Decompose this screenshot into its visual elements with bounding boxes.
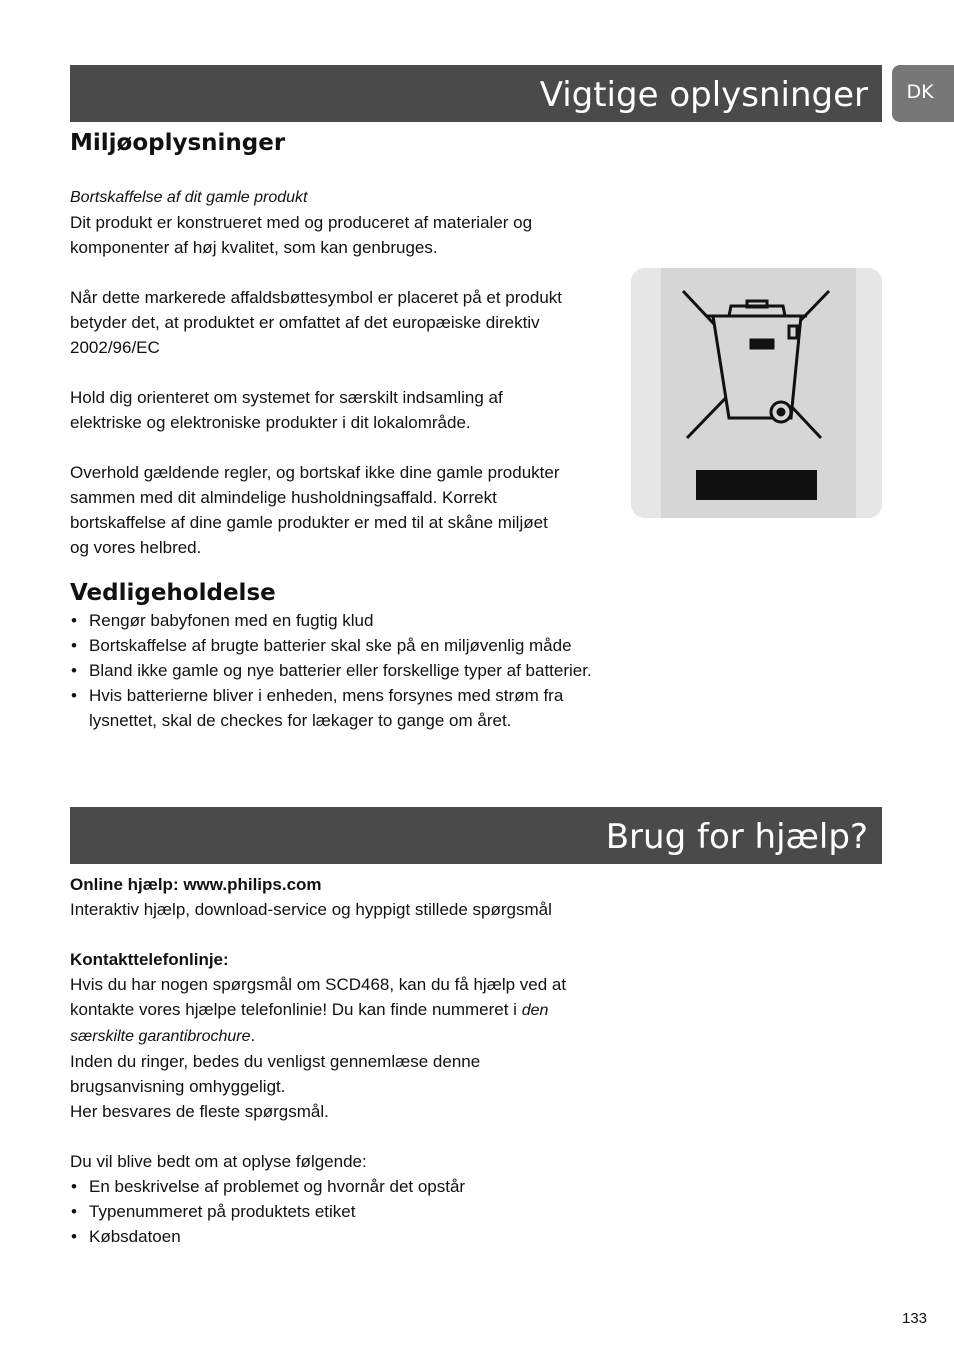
page-number: 133 bbox=[902, 1310, 928, 1327]
environment-paragraph: Hold dig orienteret om systemet for særskilt indsamling af elektriske og elektroniske produkter i dit lokalområde. bbox=[70, 388, 503, 432]
contact-text-main: Hvis du har nogen spørgsmål om SCD468, kan du få hjælp ved at kontakte vores hjælpe telefonlinie! Du kan finde nummeret i bbox=[70, 975, 567, 1019]
help-list bbox=[70, 1174, 610, 1249]
list-item: • Bland ikke gamle og nye batterier eller forskellige typer af batterier. bbox=[70, 658, 595, 683]
section-title-banner bbox=[70, 65, 882, 122]
list-item: • En beskrivelse af problemet og hvornår det opstår bbox=[70, 1174, 610, 1199]
crossed-out-wheelie-bin-icon bbox=[631, 268, 882, 518]
contact-text-end: . bbox=[250, 1026, 256, 1045]
online-help-label: Online hjælp: www.philips.com bbox=[70, 875, 322, 894]
environment-heading: Miljøoplysninger bbox=[70, 130, 286, 156]
help-section bbox=[70, 872, 610, 1249]
help-title: Brug for hjælp? bbox=[605, 817, 868, 857]
weee-symbol-panel bbox=[631, 268, 882, 518]
maintenance-heading: Vedligeholdelse bbox=[70, 580, 276, 606]
environment-paragraph: Når dette markerede affaldsbøttesymbol er placeret på et produkt betyder det, at produktet er omfattet af det europæiske direktiv 2002/96/EC bbox=[70, 288, 562, 357]
help-title-banner bbox=[70, 807, 882, 864]
list-item: • Typenummeret på produktets etiket bbox=[70, 1199, 610, 1224]
list-item: • Hvis batterierne bliver i enheden, mens forsynes med strøm fra lysnettet, skal de checkes for lækager to gange om året. bbox=[70, 683, 595, 733]
maintenance-list bbox=[70, 608, 595, 733]
contact-label: Kontakttelefonlinje: bbox=[70, 950, 229, 969]
online-help-text: Interaktiv hjælp, download-service og hyppigt stillede spørgsmål bbox=[70, 900, 552, 919]
list-item: • Rengør babyfonen med en fugtig klud bbox=[70, 608, 595, 633]
environment-paragraph: Overhold gældende regler, og bortskaf ikke dine gamle produkter sammen med dit almindelige husholdningsaffald. Korrekt bortskaffelse af dine gamle produkter er med til at skåne miljøet og vores helbred. bbox=[70, 463, 560, 557]
page-title: Vigtige oplysninger bbox=[539, 75, 868, 115]
environment-paragraph: Dit produkt er konstrueret med og produceret af materialer og komponenter af høj kvalitet, som kan genbruges. bbox=[70, 213, 533, 257]
contact-line: Her besvares de fleste spørgsmål. bbox=[70, 1102, 329, 1121]
list-item: • Købsdatoen bbox=[70, 1224, 610, 1249]
contact-line: Inden du ringer, bedes du venligst gennemlæse denne brugsanvisning omhyggeligt. bbox=[70, 1052, 481, 1096]
list-item: • Bortskaffelse af brugte batterier skal ske på en miljøvenlig måde bbox=[70, 633, 595, 658]
language-tab: DK bbox=[892, 65, 954, 122]
environment-section bbox=[70, 128, 610, 560]
warranty-brochure-ref: den særskilte garantibrochure bbox=[70, 1002, 549, 1045]
list-intro: Du vil blive bedt om at oplyse følgende: bbox=[70, 1152, 367, 1171]
disposal-subheading: Bortskaffelse af dit gamle produkt bbox=[70, 189, 308, 206]
maintenance-section bbox=[70, 578, 610, 733]
contact-text bbox=[70, 972, 600, 1049]
